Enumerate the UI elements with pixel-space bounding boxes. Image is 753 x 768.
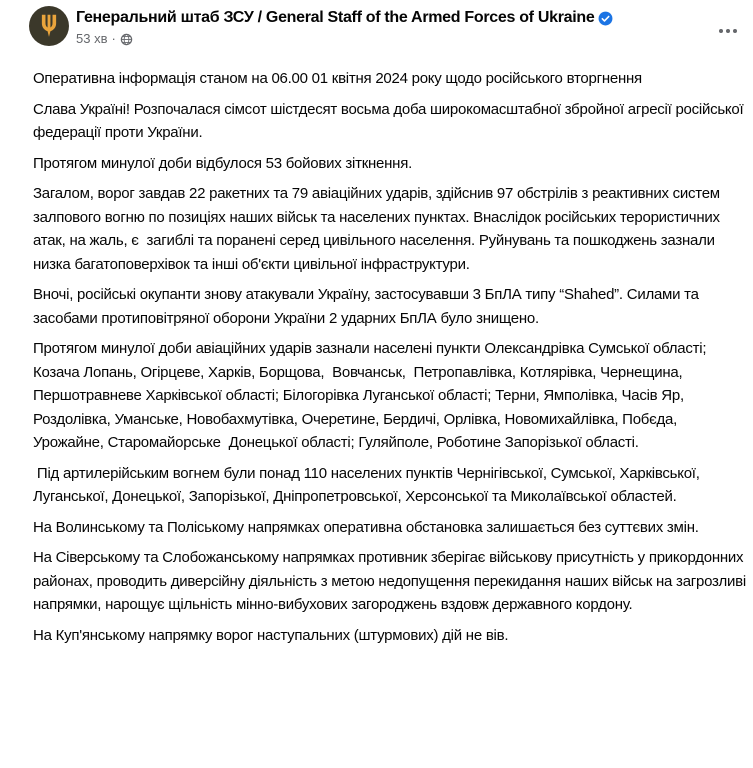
post-paragraph: Протягом минулої доби авіаційних ударів зазнали населені пункти Олександрівка Сумської області; Козача Лопань, Огірцеве, Харків, Борщова, Вовчанськ, Петропавлівка, Котлярівка, Чернещина, Першотравневе Харківської області; Білогорівка Луганської області; Терни, Ямполівка, Часів Яр, Роздолівка, Уманське, Новобахмутівка, Очеретине, Бердичі, Орлівка, Новомихайлівка, Побєда, Урожайне, Старомайорське Донецької області; Гуляйполе, Роботине Запорізької області. [33,340,711,451]
post-paragraph: На Сіверському та Слобожанському напрямках противник зберігає військову присутність у прикордонних районах, проводить диверсійну діяльність з метою недопущення перекидання наших військ на загрозливі напрямки, нарощує щільність мінно-вибухових загороджень вздовж державного кордону. [33,549,750,613]
page-avatar[interactable] [29,6,69,46]
more-options-icon [718,28,738,34]
meta-separator: · [111,31,116,46]
post-paragraph: На Куп'янському напрямку ворог наступальних (штурмових) дій не вів. [33,626,509,644]
post-paragraph: На Волинському та Поліському напрямках оперативна обстановка залишається без суттєвих змін. [33,518,699,536]
page-name-link[interactable]: Генеральний штаб ЗСУ / General Staff of the Armed Forces of Ukraine [76,9,595,26]
more-options-button[interactable] [711,20,745,42]
trident-icon [40,13,58,39]
timestamp-link[interactable]: 53 хв [76,31,108,46]
globe-icon [120,33,133,46]
post-paragraph: Вночі, російські окупанти знову атакували Україну, застосувавши 3 БпЛА типу “Shahed”. Силами та засобами протиповітряної оборони України 2 ударних БпЛА було знищено. [33,286,703,327]
post-paragraph: Протягом минулої доби відбулося 53 бойових зіткнення. [33,154,413,172]
post-header [0,0,753,47]
page-name-row [76,8,613,28]
post-text [0,47,753,647]
post-paragraph: Оперативна інформація станом на 06.00 01 квітня 2024 року щодо російського вторгнення [33,70,642,87]
post-meta-row [76,31,613,47]
post-paragraph: Під артилерійським вогнем були понад 110 населених пунктів Чернігівської, Сумської, Харківської, Луганської, Донецької, Запорізької, Дніпропетровської, Херсонської та Миколаївської областей. [33,464,704,505]
post-paragraph: Слава Україні! Розпочалася сімсот шістдесят восьма доба широкомасштабної збройної агресії російської федерації проти України. [33,100,748,141]
post-header-text [76,6,613,47]
verified-badge-icon [598,11,613,26]
post-paragraph: Загалом, ворог завдав 22 ракетних та 79 авіаційних ударів, здійснив 97 обстрілів з реактивних систем залпового вогню по позиціях наших військ та населених пунктах. Внаслідок російських терористичних атак, на жаль, є загиблі та поранені серед цивільного населення. Руйнувань та пошкоджень зазнали низка багатоповерхівок та інші об'єкти цивільної інфраструктури. [33,185,724,273]
